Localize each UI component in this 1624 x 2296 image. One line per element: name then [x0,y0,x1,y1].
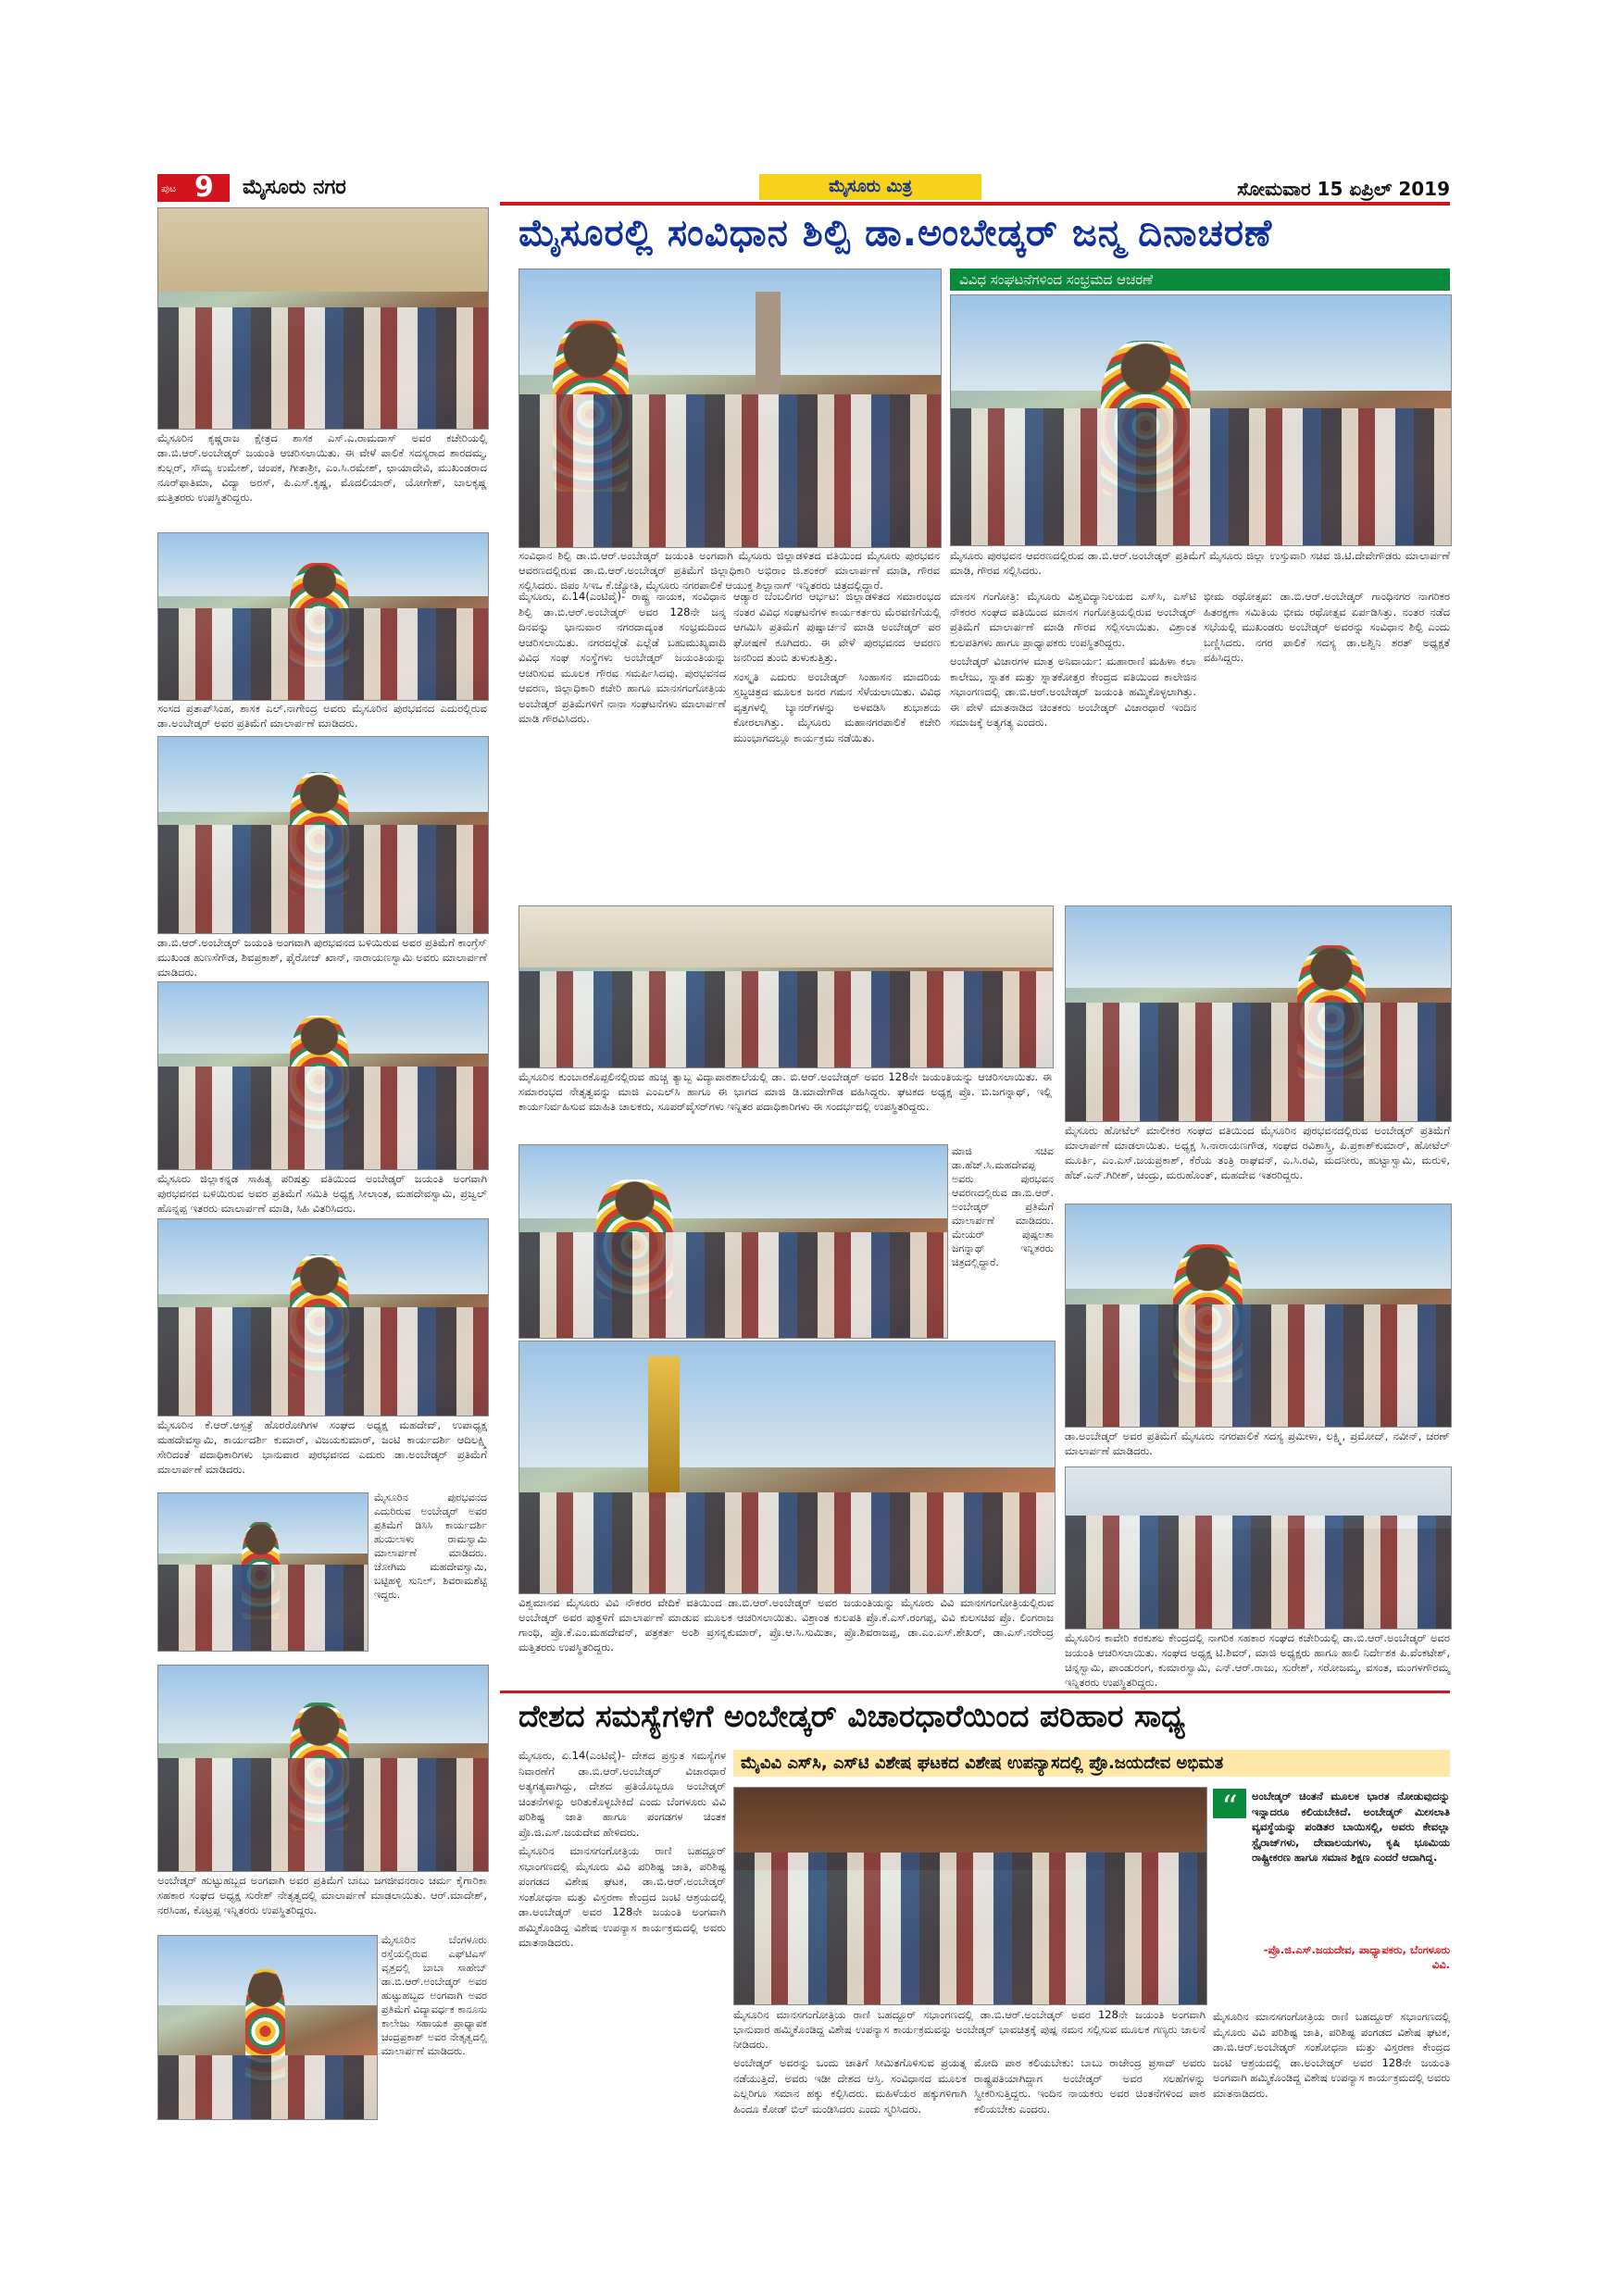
article1-col2 [733,589,941,896]
caption-fts-circle: ಮೈಸೂರಿನ ಬೆಂಗಳೂರು ರಸ್ತೆಯಲ್ಲಿರುವ ಎಫ್‌ಟಿಎಸ್ ವೃತ್ತದಲ್ಲಿ ಬಾಬಾ ಸಾಹೇಬ್ ಡಾ.ಬಿ.ಆರ್.ಅಂಬೇಡ್ಕರ್ ಅವರ ಹುಟ್ಟುಹಬ್ಬದ ಅಂಗವಾಗಿ ಅವರ ಪ್ರತಿಮೆಗೆ ವಿದ್ಯಾವರ್ಧಕ ಕಾನೂನು ಕಾಲೇಜು ಸಹಾಯಕ ಪ್ರಾಧ್ಯಾಪಕ ಚಂದ್ರಪ್ರಕಾಶ್ ಅವರ ನೇತೃತ್ವದಲ್ಲಿ ಮಾಲಾರ್ಪಣೆ ಮಾಡಿದರು. [381,1934,487,2057]
article2-para: ಮೈಸೂರಿನ ಮಾನಸಗಂಗೋತ್ರಿಯ ರಾಣಿ ಬಹದ್ದೂರ್ ಸಭಾಂಗಣದಲ್ಲಿ ಮೈಸೂರು ವಿವಿ ಪರಿಶಿಷ್ಟ ಜಾತಿ, ಪರಿಶಿಷ್ಟ ಪಂಗಡದ ವಿಶೇಷ ಘಟಕ, ಡಾ.ಬಿ.ಆರ್.ಅಂಬೇಡ್ಕರ್ ಸಂಶೋಧನಾ ಮತ್ತು ವಿಸ್ತರಣಾ ಕೇಂದ್ರದ ಜಂಟಿ ಆಶ್ರಯದಲ್ಲಿ ಡಾ.ಅಂಬೇಡ್ಕರ್ ಅವರ 128ನೇ ಜಯಂತಿ ಅಂಗವಾಗಿ ಹಮ್ಮಿಕೊಂಡಿದ್ದ ವಿಶೇಷ ಉಪನ್ಯಾಸ ಕಾರ್ಯಕ್ರಮದಲ್ಲಿ ಅವರು ಮಾತನಾಡಿದರು. [518,1844,726,1949]
masthead [157,171,1450,204]
page-number-box [157,171,230,204]
photo-dcc-secretary [157,1492,369,1652]
photo-mahadevappa [518,1144,948,1339]
photo-university-statue [518,1341,1056,1594]
article1-para: ಭೀಮ ರಥೋತ್ಸವ: ಡಾ.ಬಿ.ಆರ್.ಅಂಬೇಡ್ಕರ್ ಗಾಂಧಿನಗರ ನಾಗರಿಕರ ಹಿತರಕ್ಷಣಾ ಸಮಿತಿಯ ಭೀಮ ರಥೋತ್ಸವ ಏರ್ಪಡಿಸಿತ್ತು. ನಂತರ ನಡೆದ ಸಭೆಯಲ್ಲಿ ಮುಖಂಡರು ಅಂಬೇಡ್ಕರ್ ಅವರನ್ನು ಸಂವಿಧಾನ ಶಿಲ್ಪಿ ಎಂದು ಬಣ್ಣಿಸಿದರು. ನಗರ ಪಾಲಿಕೆ ಸದಸ್ಯ ಡಾ.ಅಶ್ವಿನಿ ಶರತ್ ಅಧ್ಯಕ್ಷತೆ ವಹಿಸಿದ್ದರು. [1204,590,1450,664]
caption-hotel-owners: ಮೈಸೂರು ಹೋಟೆಲ್ ಮಾಲೀಕರ ಸಂಘದ ವತಿಯಿಂದ ಮೈಸೂರಿನ ಪುರಭವನದಲ್ಲಿರುವ ಅಂಬೇಡ್ಕರ್ ಪ್ರತಿಮೆಗೆ ಮಾಲಾರ್ಪಣೆ ಮಾಡಲಾಯಿತು. ಅಧ್ಯಕ್ಷ ಸಿ.ನಾರಾಯಣಗೌಡ, ಸಂಘದ ರವಿಶಾಸ್ತ್ರಿ, ಪಿ.ಪ್ರಕಾಶ್‌ಕುಮಾರ್, ಹೋಟೆಲ್‌ ಮೂರ್ತಿ, ಎಂ.ಎಸ್.ಜಯಪ್ರಕಾಶ್, ಕೆರೆಯ ತಂತ್ರಿ ರಾಘವನ್, ಎ.ಸಿ.ರವಿ, ಮದನೀರು, ಹುಟ್ಟಾಸ್ವಾಮಿ, ಮರುಳಿ, ಹೆಚ್.ಎನ್.ಗಿರೀಶ್, ಚಂದ್ರು, ಮರುಹೊಂತ್, ಮಹದೇವ ಇತರರಿದ್ದರು. [1065,1124,1450,1181]
photo-hutchins-statue [1065,1204,1452,1428]
second-subheadline: ಮೈವಿವಿ ಎಸ್‌ಸಿ, ಎಸ್‌ಟಿ ವಿಶೇಷ ಘಟಕದ ವಿಶೇಷ ಉಪನ್ಯಾಸದಲ್ಲಿ ಪ್ರೊ.ಜಯದೇವ ಅಭಿಮತ [733,1750,1450,1777]
article1-para: ಆಡ್ಯಾರ ಬೆಂಬಲಿಗರ ಆರ್ಭಟ: ಜಿಲ್ಲಾಡಳಿತದ ಸಮಾರಂಭದ ನಂತರ ವಿವಿಧ ಸಂಘಟನೆಗಳ ಕಾರ್ಯಕರ್ತರು ಮೆರವಣಿಗೆಯಲ್ಲಿ ಆಗಮಿಸಿ ಪ್ರತಿಮೆಗೆ ಪುಷ್ಪಾರ್ಚನೆ ಮಾಡಿ ಅಂಬೇಡ್ಕರ್ ಪರ ಘೋಷಣೆ ಕೂಗಿದರು. ಈ ವೇಳೆ ಪುರಭವನದ ಆವರಣ ಜನರಿಂದ ತುಂಬಿ ತುಳುಕುತ್ತಿತ್ತು. [733,590,941,664]
article1-para: ಅಂಬೇಡ್ಕರ್ ವಿಚಾರಗಳ ಮಾತ್ರ ಅನಿವಾರ್ಯ: ಮಹಾರಾಣಿ ಮಹಿಳಾ ಕಲಾ ಕಾಲೇಜು, ಸ್ನಾತಕ ಮತ್ತು ಸ್ನಾತಕೋತ್ತರ ಕೇಂದ್ರದ ವತಿಯಿಂದ ಕಾಲೇಜಿನ ಸಭಾಂಗಣದಲ್ಲಿ ಡಾ.ಬಿ.ಆರ್.ಅಂಬೇಡ್ಕರ್ ಜಯಂತಿ ಹಮ್ಮಿಕೊಳ್ಳಲಾಗಿತ್ತು. ಈ ವೇಳೆ ಮಾತನಾಡಿದ ಚಿಂತಕರು ಅಂಬೇಡ್ಕರ್ ವಿಚಾರಧಾರೆ ಇಂದಿನ ಸಮಾಜಕ್ಕೆ ಅತ್ಯಗತ್ಯ ಎಂದರು. [950,655,1196,729]
photo-leather-society [157,1665,489,1872]
caption-mla-office: ಮೈಸೂರಿನ ಕೃಷ್ಣರಾಜ ಕ್ಷೇತ್ರದ ಶಾಸಕ ಎಸ್.ಎ.ರಾಮದಾಸ್ ಅವರ ಕಚೇರಿಯಲ್ಲಿ ಡಾ.ಬಿ.ಆರ್.ಅಂಬೇಡ್ಕರ್ ಜಯಂತಿ ಆಚರಿಸಲಾಯಿತು. ಈ ವೇಳೆ ಪಾಲಿಕೆ ಸದಸ್ಯರಾದ ಶಾರದಮ್ಮ, ಕುಲ್ಲರ್, ಸೌಮ್ಯ ಉಮೇಶ್, ಚಂಪಕ, ಗೀತಾಶ್ರೀ, ಎಂ.ಸಿ.ರಮೇಶ್, ಛಾಯಾದೇವಿ, ಮುಖಂಡರಾದ ನೂರ್‌ಫಾತಿಮಾ, ವಿದ್ಯಾ ಅರಸ್, ಪಿ.ಎಸ್.ಕೃಷ್ಣ, ಮೊದಲಿಯಾರ್, ಯೋಗೇಶ್, ಬಾಲಕೃಷ್ಣ ಮತ್ತಿತರರು ಉಪಸ್ಥಿತರಿದ್ದರು. [157,431,487,504]
caption-hospital-association: ಮೈಸೂರಿನ ಕೆ.ಆರ್.ಆಸ್ಪತ್ರೆ ಹೊರರೋಗಿಗಳ ಸಂಘದ ಅಧ್ಯಕ್ಷ ಮಹದೇವ್, ಉಪಾಧ್ಯಕ್ಷ ಮಹದೇವಸ್ವಾಮಿ, ಕಾರ್ಯದರ್ಶಿ ಕುಮಾರ್, ವಿಜಯಕುಮಾರ್, ಜಂಟಿ ಕಾರ್ಯದರ್ಶಿ ಆದಿಲಕ್ಷ್ಮಿ ಸೇರಿದಂತೆ ಪದಾಧಿಕಾರಿಗಳು ಭಾನುವಾರ ಪುರಭವನದ ಎದುರು ಡಾ.ಅಂಬೇಡ್ಕರ್ ಪ್ರತಿಮೆಗೆ ಮಾಲಾರ್ಪಣೆ ಮಾಡಿದರು. [157,1418,487,1476]
pullquote-box [1213,1789,1450,2003]
article1-col1 [518,589,726,896]
section-title: ಮೈಸೂರು ನಗರ [243,176,346,199]
article1-para: ಮಾನಸ ಗಂಗೋತ್ರಿ: ಮೈಸೂರು ವಿಶ್ವವಿದ್ಯಾನಿಲಯದ ಎಸ್‌ಸಿ, ಎಸ್‌ಟಿ ನೌಕರರ ಸಂಘದ ವತಿಯಿಂದ ಮಾನಸ ಗಂಗೋತ್ರಿಯಲ್ಲಿರುವ ಅಂಬೇಡ್ಕರ್ ಪ್ರತಿಮೆಗೆ ಮಾಲಾರ್ಪಣೆ ಮಾಡಿ ಗೌರವ ಸಲ್ಲಿಸಲಾಯಿತು. ವಿಶ್ರಾಂತ ಕುಲಪತಿಗಳು ಹಾಗೂ ಪ್ರಾಧ್ಯಾಪಕರು ಉಪಸ್ಥಿತರಿದ್ದರು. [950,590,1196,649]
masthead-divider [500,202,1450,206]
caption-university-staff: ವಿಶ್ವಮಾನವ ಮೈಸೂರು ವಿವಿ ನೌಕರರ ವೇದಿಕೆ ವತಿಯಿಂದ ಡಾ.ಬಿ.ಆರ್.ಅಂಬೇಡ್ಕರ್ ಅವರ ಜಯಂತಿಯನ್ನು ಮೈಸೂರು ವಿವಿ ಮಾನಸಗಂಗೋತ್ರಿಯಲ್ಲಿರುವ ಅಂಬೇಡ್ಕರ್ ಅವರ ಪುತ್ಥಳಿಗೆ ಮಾಲಾರ್ಪಣೆ ಮಾಡುವ ಮೂಲಕ ಆಚರಿಸಲಾಯಿತು. ವಿಶ್ರಾಂತ ಕುಲಪತಿ ಪ್ರೊ.ಕೆ.ಎಸ್.ರಂಗಪ್ಪ, ವಿವಿ ಕುಲಸಚಿವ ಪ್ರೊ. ಲಿಂಗರಾಜ ಗಾಂಧಿ, ಪ್ರೊ.ಕೆ.ಎಂ.ಮಹದೇವನ್, ಪತ್ರಕರ್ತ ಅಂಶಿ ಪ್ರಸನ್ನಕುಮಾರ್, ಪ್ರೊ.ಆ.ಸಿ.ಸುಮಿತಾ, ಪ್ರೊ.ಶಿವರಾಜಪ್ಪ, ಡಾ.ಎಂ.ಎಸ್.ಶೇಖರ್, ಡಾ.ಎಸ್.ನರೇಂದ್ರ ಮತ್ತಿತರರು ಉಪಸ್ಥಿತರಿದ್ದರು. [518,1596,1054,1653]
photo-district-admin [518,268,942,548]
caption-leather-society: ಅಂಬೇಡ್ಕರ್ ಹುಟ್ಟುಹಬ್ಬದ ಅಂಗವಾಗಿ ಅವರ ಪ್ರತಿಮೆಗೆ ಬಾಬು ಜಗಜೀವನರಾಂ ಚರ್ಮ ಕೈಗಾರಿಕಾ ಸಹಕಾರ ಸಂಘದ ಅಧ್ಯಕ್ಷ ಸುರೇಶ್ ನೇತೃತ್ವದಲ್ಲಿ ಮಾಲಾರ್ಪಣೆ ಮಾಡಲಾಯಿತು. ಆರ್.ಮಾದೇಶ್, ನರಸಿಂಹ, ಕೊಟ್ರಪ್ಪ ಇನ್ನಿತರರು ಉಪಸ್ಥಿತರಿದ್ದರು. [157,1874,487,1916]
paper-name-box [759,174,981,200]
sub-banner-text: ವಿವಿಧ ಸಂಘಟನೆಗಳಿಂದ ಸಂಭ್ರಮದ ಆಚರಣೆ [959,271,1154,288]
photo-lecture-event [733,1787,1207,2005]
pullquote-author: -ಪ್ರೊ.ಜಿ.ಎಸ್.ಜಯದೇವ, ಪಾಧ್ಯಾಪಕರು, ಬೆಂಗಳೂರು ವಿವಿ. [1263,1943,1450,1971]
article2-para: ಅಂಬೇಡ್ಕರ್ ಅವರನ್ನು ಒಂದು ಜಾತಿಗೆ ಸೀಮಿತಗೊಳಿಸುವ ಪ್ರಯತ್ನ ನಡೆಯುತ್ತಿದೆ. ಅವರು ಇಡೀ ದೇಶದ ಆಸ್ತಿ. ಸಂವಿಧಾನದ ಮೂಲಕ ಎಲ್ಲರಿಗೂ ಸಮಾನ ಹಕ್ಕು ಕಲ್ಪಿಸಿದರು. ಮಹಿಳೆಯರ ಹಕ್ಕುಗಳಿಗಾಗಿ ಹಿಂದೂ ಕೋಡ್ ಬಿಲ್ ಮಂಡಿಸಿದರು ಎಂದು ಸ್ಮರಿಸಿದರು. [733,2056,967,2115]
article2-para: ಮೋದಿ ಪಾಠ ಕಲಿಯಬೇಕು: ಬಾಬು ರಾಜೇಂದ್ರ ಪ್ರಸಾದ್ ಅವರು ರಾಷ್ಟ್ರಪತಿಯಾಗಿದ್ದಾಗ ಅಂಬೇಡ್ಕರ್ ಅವರ ಸಲಹೆಗಳನ್ನು ಸ್ವೀಕರಿಸುತ್ತಿದ್ದರು. ಇಂದಿನ ನಾಯಕರು ಅವರ ಚಿಂತನೆಗಳಿಂದ ಪಾಠ ಕಲಿಯಬೇಕು ಎಂದರು. [974,2056,1206,2115]
photo-congress-leaders [157,736,489,934]
article1-para: ಸಂಸ್ಕೃತಿ ಎದುರು ಅಂಬೇಡ್ಕರ್ ಸಿಂಹಾಸನ ಮಾದರಿಯ ಸ್ತಬ್ಧಚಿತ್ರದ ಮೂಲಕ ಜನರ ಗಮನ ಸೆಳೆಯಲಾಯಿತು. ವಿವಿಧ ವೃತ್ತಗಳಲ್ಲಿ ಬ್ಯಾನರ್‌ಗಳನ್ನು ಅಳವಡಿಸಿ ಶುಭಾಶಯ ಕೋರಲಾಗಿತ್ತು. ಮೈಸೂರು ಮಹಾನಗರಪಾಲಿಕೆ ಕಚೇರಿ ಮುಂಭಾಗದಲ್ಲೂ ಕಾರ್ಯಕ್ರಮ ನಡೆಯಿತು. [733,669,941,744]
caption-district-admin: ಸಂವಿಧಾನ ಶಿಲ್ಪಿ ಡಾ.ಬಿ.ಆರ್.ಅಂಬೇಡ್ಕರ್ ಜಯಂತಿ ಅಂಗವಾಗಿ ಮೈಸೂರು ಜಿಲ್ಲಾಡಳಿತದ ವತಿಯಿಂದ ಮೈಸೂರು ಪುರಭವನ ಆವರಣದಲ್ಲಿರುವ ಡಾ.ಬಿ.ಆರ್.ಅಂಬೇಡ್ಕರ್ ಪ್ರತಿಮೆಗೆ ಜಿಲ್ಲಾಧಿಕಾರಿ ಅಭಿರಾಂ ಜಿ.ಶಂಕರ್ ಮಾಲಾರ್ಪಣೆ ಮಾಡಿ, ಗೌರವ ಸಲ್ಲಿಸಿದರು. ಜಿಪಂ ಸಿಇಒ ಕೆ.ಜ್ಯೋತಿ, ಮೈಸೂರು ನಗರಪಾಲಿಕೆ ಆಯುಕ್ತ ಶಿಲ್ಪಾನಾಗ್ ಇನ್ನಿತರರು ಚಿತ್ರದಲ್ಲಿದ್ದಾರೆ. [518,549,940,592]
photo-school-group [518,905,1054,1068]
pullquote-text: ಅಂಬೇಡ್ಕರ್ ಚಿಂತನೆ ಮೂಲಕ ಭಾರತ ನೋಡುವುದನ್ನು ಇನ್ನಾದರೂ ಕಲಿಯಬೇಕಿದೆ. ಅಂಬೇಡ್ಕರ್ ಮೀಸಲಾತಿ ವ್ಯವಸ್ಥೆಯನ್ನು ಪಂಡಿತರ ಬಾಯಿಸಲ್ಲಿ, ಅವರು ಕೇವಲ್ಲಾ ಸ್ಟೈರಾಜ್‌ಗಳು, ದೇವಾಲಯಗಳು, ಕೃಷಿ ಭೂಮಿಯ ರಾಷ್ಟ್ರೀಕರಣ ಹಾಗೂ ಸಮಾನ ಶಿಕ್ಷಣ ಎಂದರೆ ಆದಾಗಿದ್ದ. [1252,1790,1450,1864]
article1-col3 [950,589,1196,896]
article2-col1 [518,1748,726,2118]
caption-mp-statue: ಸಂಸದ ಪ್ರತಾಪ್‌ಸಿಂಹ, ಶಾಸಕ ಎಲ್.ನಾಗೇಂದ್ರ ಅವರು ಮೈಸೂರಿನ ಪುರಭವನದ ಎದುರಲ್ಲಿರುವ ಡಾ.ಅಂಬೇಡ್ಕರ್ ಅವರ ಪ್ರತಿಮೆಗೆ ಮಾಲಾರ್ಪಣೆ ಮಾಡಿದರು. [157,702,487,730]
caption-corporators: ಡಾ.ಅಂಬೇಡ್ಕರ್ ಅವರ ಪ್ರತಿಮೆಗೆ ಮೈಸೂರು ನಗರಪಾಲಿಕೆ ಸದಸ್ಯ ಪ್ರಮೀಳಾ, ಲಕ್ಷ್ಮಿ, ಪ್ರಮೋದ್, ನವೀನ್, ಚರಣ್ ಮಾಲಾರ್ಪಣೆ ಮಾಡಿದರು. [1065,1429,1450,1457]
main-headline: ಮೈಸೂರಲ್ಲಿ ಸಂವಿಧಾನ ಶಿಲ್ಪಿ ಡಾ.ಅಂಬೇಡ್ಕರ್ ಜನ್ಮ ದಿನಾಚರಣೆ [518,212,1273,255]
caption-lecture-event: ಮೈಸೂರಿನ ಮಾನಸಗಂಗೋತ್ರಿಯ ರಾಣಿ ಬಹದ್ದೂರ್ ಸಭಾಂಗಣದಲ್ಲಿ ಡಾ.ಬಿ.ಆರ್.ಅಂಬೇಡ್ಕರ್ ಅವರ 128ನೇ ಜಯಂತಿ ಅಂಗವಾಗಿ ಭಾನುವಾರ ಹಮ್ಮಿಕೊಂಡಿದ್ದ ವಿಶೇಷ ಉಪನ್ಯಾಸ ಕಾರ್ಯಕ್ರಮವನ್ನು ಅಂಬೇಡ್ಕರ್ ಭಾವಚಿತ್ರಕ್ಕೆ ಪುಷ್ಪ ನಮನ ಸಲ್ಲಿಸುವ ಮೂಲಕ ಗಣ್ಯರು ಚಾಲನೆ ನೀಡಿದರು. [733,2008,1206,2051]
article1-para: ಮೈಸೂರು, ಏ.14(ಎಂಟಿವೈ)- ರಾಷ್ಟ್ರ ನಾಯಕ, ಸಂವಿಧಾನ ಶಿಲ್ಪಿ ಡಾ.ಬಿ.ಆರ್.ಅಂಬೇಡ್ಕರ್ ಅವರ 128ನೇ ಜನ್ಮ ದಿನವನ್ನು ಭಾನುವಾರ ನಗರದಾದ್ಯಂತ ಸಂಭ್ರಮದಿಂದ ಆಚರಿಸಲಾಯಿತು. ನಗರದಲ್ಲೆಡೆ ಎಲ್ಲೆಡೆ ಬಹುಮುಖ್ಯವಾದಿ ವಿವಿಧ ಸಂಘ ಸಂಸ್ಥೆಗಳು ಅಂಬೇಡ್ಕರ್ ಜಯಂತಿಯನ್ನು ಆಚರಿಸುವ ಮೂಲಕ ಗೌರವ ಸಮರ್ಪಿಸಿದವು. ಪುರಭವನದ ಆವರಣ, ಜಿಲ್ಲಾಧಿಕಾರಿ ಕಚೇರಿ ಹಾಗೂ ಮಾನಸಗಂಗೋತ್ರಿಯ ಅಂಬೇಡ್ಕರ್ ಪ್ರತಿಮೆಗಳಿಗೆ ನಾನಾ ಸಂಘಟನೆಗಳು ಮಾಲಾರ್ಪಣೆ ಮಾಡಿ ಗೌರವಿಸಿದರು. [518,590,726,725]
photo-cauvery-crafts [1065,1466,1452,1629]
article2-col2 [733,2055,967,2118]
caption-cauvery-crafts: ಮೈಸೂರಿನ ಕಾವೇರಿ ಕರಕುಶಲ ಕೇಂದ್ರದಲ್ಲಿ ನಾಗರಿಕ ಸಹಕಾರ ಸಂಘದ ಕಚೇರಿಯಲ್ಲಿ ಡಾ.ಬಿ.ಆರ್.ಅಂಬೇಡ್ಕರ್ ಅವರ ಜಯಂತಿ ಆಚರಿಸಲಾಯಿತು. ಸಂಘದ ಅಧ್ಯಕ್ಷ ಟಿ.ಶಿವರ್, ಮಾಜಿ ಅಧ್ಯಕ್ಷರು ಹಾಗೂ ಹಾಲಿ ನಿರ್ದೇಶಕ ಪಿ.ವೆಂಕಟೇಶ್, ಚಿನ್ನಸ್ವಾಮಿ, ಪಾಂಡುರಂಗ, ಕುಮಾರಸ್ವಾಮಿ, ಎನ್.ಆರ್.ರಾಜು, ಸುರೇಶ್, ಸರೋಜಮ್ಮ, ವಸಂತ, ಮಂಗಳಗೌರಮ್ಮ ಇನ್ನಿತರರು ಉಪಸ್ಥಿತರಿದ್ದರು. [1065,1631,1450,1689]
sub-banner [950,268,1450,291]
caption-congress-leaders: ಡಾ.ಬಿ.ಆರ್.ಅಂಬೇಡ್ಕರ್ ಜಯಂತಿ ಅಂಗವಾಗಿ ಪುರಭವನದ ಬಳಿಯಿರುವ ಅವರ ಪ್ರತಿಮೆಗೆ ಕಾಂಗ್ರೆಸ್ ಮುಖಂಡ ಹುಣಸೆಗೌಡ, ಶಿವಪ್ರಕಾಶ್, ಫೈರೋಜ್ ಖಾನ್, ನಾರಾಯಣಸ್ವಾಮಿ ಅವರು ಮಾಲಾರ್ಪಣೆ ಮಾಡಿದರು. [157,936,487,979]
caption-minister-gt-devegowda: ಮೈಸೂರು ಪುರಭವನ ಆವರಣದಲ್ಲಿರುವ ಡಾ.ಬಿ.ಆರ್.ಅಂಬೇಡ್ಕರ್ ಪ್ರತಿಮೆಗೆ ಮೈಸೂರು ಜಿಲ್ಲಾ ಉಸ್ತುವಾರಿ ಸಚಿವ ಜಿ.ಟಿ.ದೇವೇಗೌಡರು ಮಾಲಾರ್ಪಣೆ ಮಾಡಿ, ಗೌರವ ಸಲ್ಲಿಸಿದರು. [950,549,1450,577]
second-headline-rule [500,1691,1450,1693]
photo-mp-statue [157,532,489,701]
article2-col4 [1213,2009,1450,2118]
photo-minister-gt-devegowda [950,294,1452,546]
caption-kannada-parishat: ಮೈಸೂರು ಜಿಲ್ಲಾಕನ್ನಡ ಸಾಹಿತ್ಯ ಪರಿಷತ್ತು ವತಿಯಿಂದ ಅಂಬೇಡ್ಕರ್ ಜಯಂತಿ ಅಂಗವಾಗಿ ಪುರಭವನದ ಬಳಿಯಿರುವ ಅವರ ಪ್ರತಿಮೆಗೆ ಸಮಿತಿ ಅಧ್ಯಕ್ಷ ಸೀಲಾಂತ, ಮಹದೇವಸ್ವಾಮಿ, ಪ್ರಜ್ವಲ್ ಹೊನ್ನಪ್ಪ ಇತರರು ಮಾಲಾರ್ಪಣೆ ಮಾಡಿ, ಸಿಹಿ ವಿತರಿಸಿದರು. [157,1172,487,1215]
article2-para: ಮೈಸೂರು, ಏ.14(ಎಂಟಿವೈ)- ದೇಶದ ಪ್ರಸ್ತುತ ಸಮಸ್ಯೆಗಳ ನಿವಾರಣೆಗೆ ಡಾ.ಬಿ.ಆರ್.ಅಂಬೇಡ್ಕರ್ ವಿಚಾರಧಾರೆ ಅತ್ಯಗತ್ಯವಾಗಿದ್ದು, ದೇಶದ ಪ್ರತಿಯೊಬ್ಬರೂ ಅಂಬೇಡ್ಕರ್ ಚಿಂತನೆಗಳನ್ನು ಅರಿತುಕೊಳ್ಳಬೇಕಿದೆ ಎಂದು ಬೆಂಗಳೂರು ವಿವಿ ಪರಿಶಿಷ್ಟ ಜಾತಿ ಹಾಗೂ ಪಂಗಡಗಳ ಚಿಂತಕ ಪ್ರೊ.ಜಿ.ಎಸ್.ಜಯದೇವ ಹೇಳಿದರು. [518,1749,726,1839]
caption-school-group: ಮೈಸೂರಿನ ಕುಂಬಾರಕೊಪ್ಪಲಿನಲ್ಲಿರುವ ಹುಚ್ಚ ತ್ಯಾಬ್ಬ ವಿದ್ಯಾಪಾಠಶಾಲೆಯಲ್ಲಿ ಡಾ. ಬಿ.ಆರ್.ಅಂಬೇಡ್ಕರ್ ಅವರ 128ನೇ ಜಯಂತಿಯನ್ನು ಆಚರಿಸಲಾಯಿತು. ಈ ಸಮಾರಂಭದ ನೇತೃತ್ವವನ್ನು ಮಾಜಿ ಎಂಎಲ್‌ಸಿ ಹಾಗೂ ಈ ಭಾಗದ ಮಾಜಿ ಡಿ.ಮಾದೇಗೌಡ ವಹಿಸಿದ್ದರು. ಘಟಕದ ಅಧ್ಯಕ್ಷ ಪ್ರೊ. ಬಿ.ಜಗನ್ನಾಥ್, ಇಲ್ಲಿ ಕಾರ್ಯನಿರ್ವಹಿಸುವ ಮಾಹಿತಿ ಚಾಲಕರು, ಸೂಪರ್‌ವೈಸರ್‌ಗಳು ಇನ್ನಿತರ ಪದಾಧಿಕಾರಿಗಳು ಈ ಸಂದರ್ಭದಲ್ಲಿ ಉಪಸ್ಥಿತರಿದ್ದರು. [518,1070,1052,1113]
article1-col4 [1204,589,1450,896]
article2-col3 [974,2055,1206,2118]
quote-mark-icon: “ [1213,1789,1246,1818]
photo-kannada-parishat [157,981,489,1170]
caption-dcc-secretary: ಮೈಸೂರಿನ ಪುರಭವನದ ಎದುರಿರುವ ಅಂಬೇಡ್ಕರ್ ಅವರ ಪ್ರತಿಮೆಗೆ ಡಿಸಿಸಿ ಕಾರ್ಯದರ್ಶಿ ಹುಯಿಲಾಳು ರಾಮಸ್ವಾಮಿ ಮಾಲಾರ್ಪಣೆ ಮಾಡಿದರು. ಜೋಗಿಮ ಮಹದೇವಸ್ವಾಮಿ, ಬಟ್ಟಿಹಳ್ಳಿ ಸುನಿಲ್, ಶಿವರಾಮಶೆಟ್ಟಿ ಇದ್ದರು. [374,1491,487,1601]
second-headline: ದೇಶದ ಸಮಸ್ಯೆಗಳಿಗೆ ಅಂಬೇಡ್ಕರ್ ವಿಚಾರಧಾರೆಯಿಂದ ಪರಿಹಾರ ಸಾಧ್ಯ [518,1698,1185,1734]
photo-hospital-association [157,1218,489,1416]
paper-name: ಮೈಸೂರು ಮಿತ್ರ [829,177,912,196]
issue-date: ಸೋಮವಾರ 15 ಏಪ್ರಿಲ್ 2019 [1237,178,1450,200]
golden-statue [648,1356,681,1497]
page-number: 9 [194,171,214,204]
photo-mla-office [157,207,489,430]
photo-fts-circle [157,1935,378,2120]
page-label: ಪುಟ [161,182,177,194]
article2-continuation: ಮೈಸೂರಿನ ಮಾನಸಗಂಗೋತ್ರಿಯ ರಾಣಿ ಬಹದ್ದೂರ್ ಸಭಾಂಗಣದಲ್ಲಿ ಮೈಸೂರು ವಿವಿ ಪರಿಶಿಷ್ಟ ಜಾತಿ, ಪರಿಶಿಷ್ಟ ಪಂಗಡದ ವಿಶೇಷ ಘಟಕ, ಡಾ.ಬಿ.ಆರ್.ಅಂಬೇಡ್ಕರ್ ಸಂಶೋಧನಾ ಮತ್ತು ವಿಸ್ತರಣಾ ಕೇಂದ್ರದ ಜಂಟಿ ಆಶ್ರಯದಲ್ಲಿ ಡಾ.ಅಂಬೇಡ್ಕರ್ ಅವರ 128ನೇ ಜಯಂತಿ ಅಂಗವಾಗಿ ಹಮ್ಮಿಕೊಂಡಿದ್ದ ವಿಶೇಷ ಉಪನ್ಯಾಸ ಕಾರ್ಯಕ್ರಮದಲ್ಲಿ ಅವರು ಮಾತನಾಡಿದರು. [1213,2010,1450,2100]
caption-mahadevappa: ಮಾಜಿ ಸಚಿವ ಡಾ.ಹೆಚ್.ಸಿ.ಮಹದೇವಪ್ಪ ಅವರು ಪುರಭವನ ಆವರಣದಲ್ಲಿರುವ ಡಾ.ಬಿ.ಆರ್. ಅಂಬೇಡ್ಕರ್ ಪ್ರತಿಮೆಗೆ ಮಾಲಾರ್ಪಣೆ ಮಾಡಿದರು. ಮೇಯರ್ ಪುಷ್ಪಲತಾ ಜಗನ್ನಾಥ್ ಇನ್ನಿತರರು ಚಿತ್ರದಲ್ಲಿದ್ದಾರೆ. [952,1145,1054,1268]
photo-hotel-owners [1065,905,1452,1122]
